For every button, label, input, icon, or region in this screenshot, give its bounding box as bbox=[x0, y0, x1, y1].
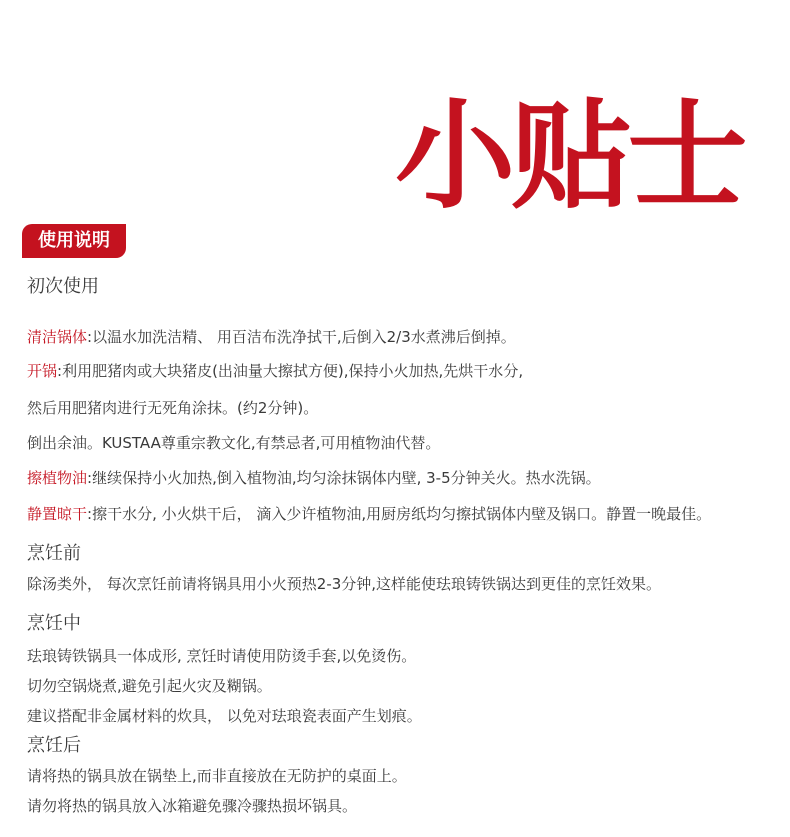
during-cooking-line-1: 珐琅铸铁锅具一体成形, 烹饪时请使用防烫手套,以免烫伤。 bbox=[27, 647, 417, 665]
clean-step bbox=[27, 326, 516, 348]
open-step bbox=[27, 360, 523, 382]
during-cooking-line-3: 建议搭配非金属材料的炊具， 以免对珐琅瓷表面产生划痕。 bbox=[27, 707, 422, 725]
oil-step-label: 擦植物油 bbox=[27, 469, 88, 487]
dry-step-text: :擦干水分, 小火烘干后， 滴入少许植物油,用厨房纸均匀擦拭锅体内壁及锅口。静置一晚最佳。 bbox=[87, 505, 712, 523]
after-cooking-line-2: 请勿将热的锅具放入冰箱避免骤冷骤热损坏锅具。 bbox=[27, 797, 358, 815]
open-step-line-2: 然后用肥猪肉进行无死角涂抹。(约2分钟)。 bbox=[27, 399, 319, 417]
dry-step bbox=[27, 503, 711, 525]
open-step-text: :利用肥猪肉或大块猪皮(出油量大擦拭方便),保持小火加热,先烘干水分, bbox=[57, 362, 524, 380]
oil-step-text: :继续保持小火加热,倒入植物油,均匀涂抹锅体内壁, 3-5分钟关火。热水洗锅。 bbox=[87, 469, 601, 487]
first-use-heading: 初次使用 bbox=[27, 276, 99, 297]
dry-step-label: 静置晾干 bbox=[27, 505, 88, 523]
before-cooking-heading: 烹饪前 bbox=[27, 543, 81, 564]
oil-step bbox=[27, 467, 601, 489]
clean-step-text: :以温水加洗洁精、 用百洁布洗净拭干,后倒入2/3水煮沸后倒掉。 bbox=[87, 328, 516, 346]
during-cooking-heading: 烹饪中 bbox=[27, 613, 81, 634]
open-step-line-3: 倒出余油。KUSTAA尊重宗教文化,有禁忌者,可用植物油代替。 bbox=[27, 434, 441, 452]
after-cooking-heading: 烹饪后 bbox=[27, 735, 81, 756]
clean-step-label: 清洁锅体 bbox=[27, 328, 88, 346]
after-cooking-line-1: 请将热的锅具放在锅垫上,而非直接放在无防护的桌面上。 bbox=[27, 767, 407, 785]
open-step-label: 开锅 bbox=[27, 362, 58, 380]
page-title: 小贴士 bbox=[395, 87, 744, 225]
before-cooking-line-1: 除汤类外， 每次烹饪前请将锅具用小火预热2-3分钟,这样能使珐琅铸铁锅达到更佳的烹饪效果。 bbox=[27, 575, 662, 593]
usage-instructions-badge: 使用说明 bbox=[22, 224, 126, 258]
during-cooking-line-2: 切勿空锅烧煮,避免引起火灾及糊锅。 bbox=[27, 677, 272, 695]
